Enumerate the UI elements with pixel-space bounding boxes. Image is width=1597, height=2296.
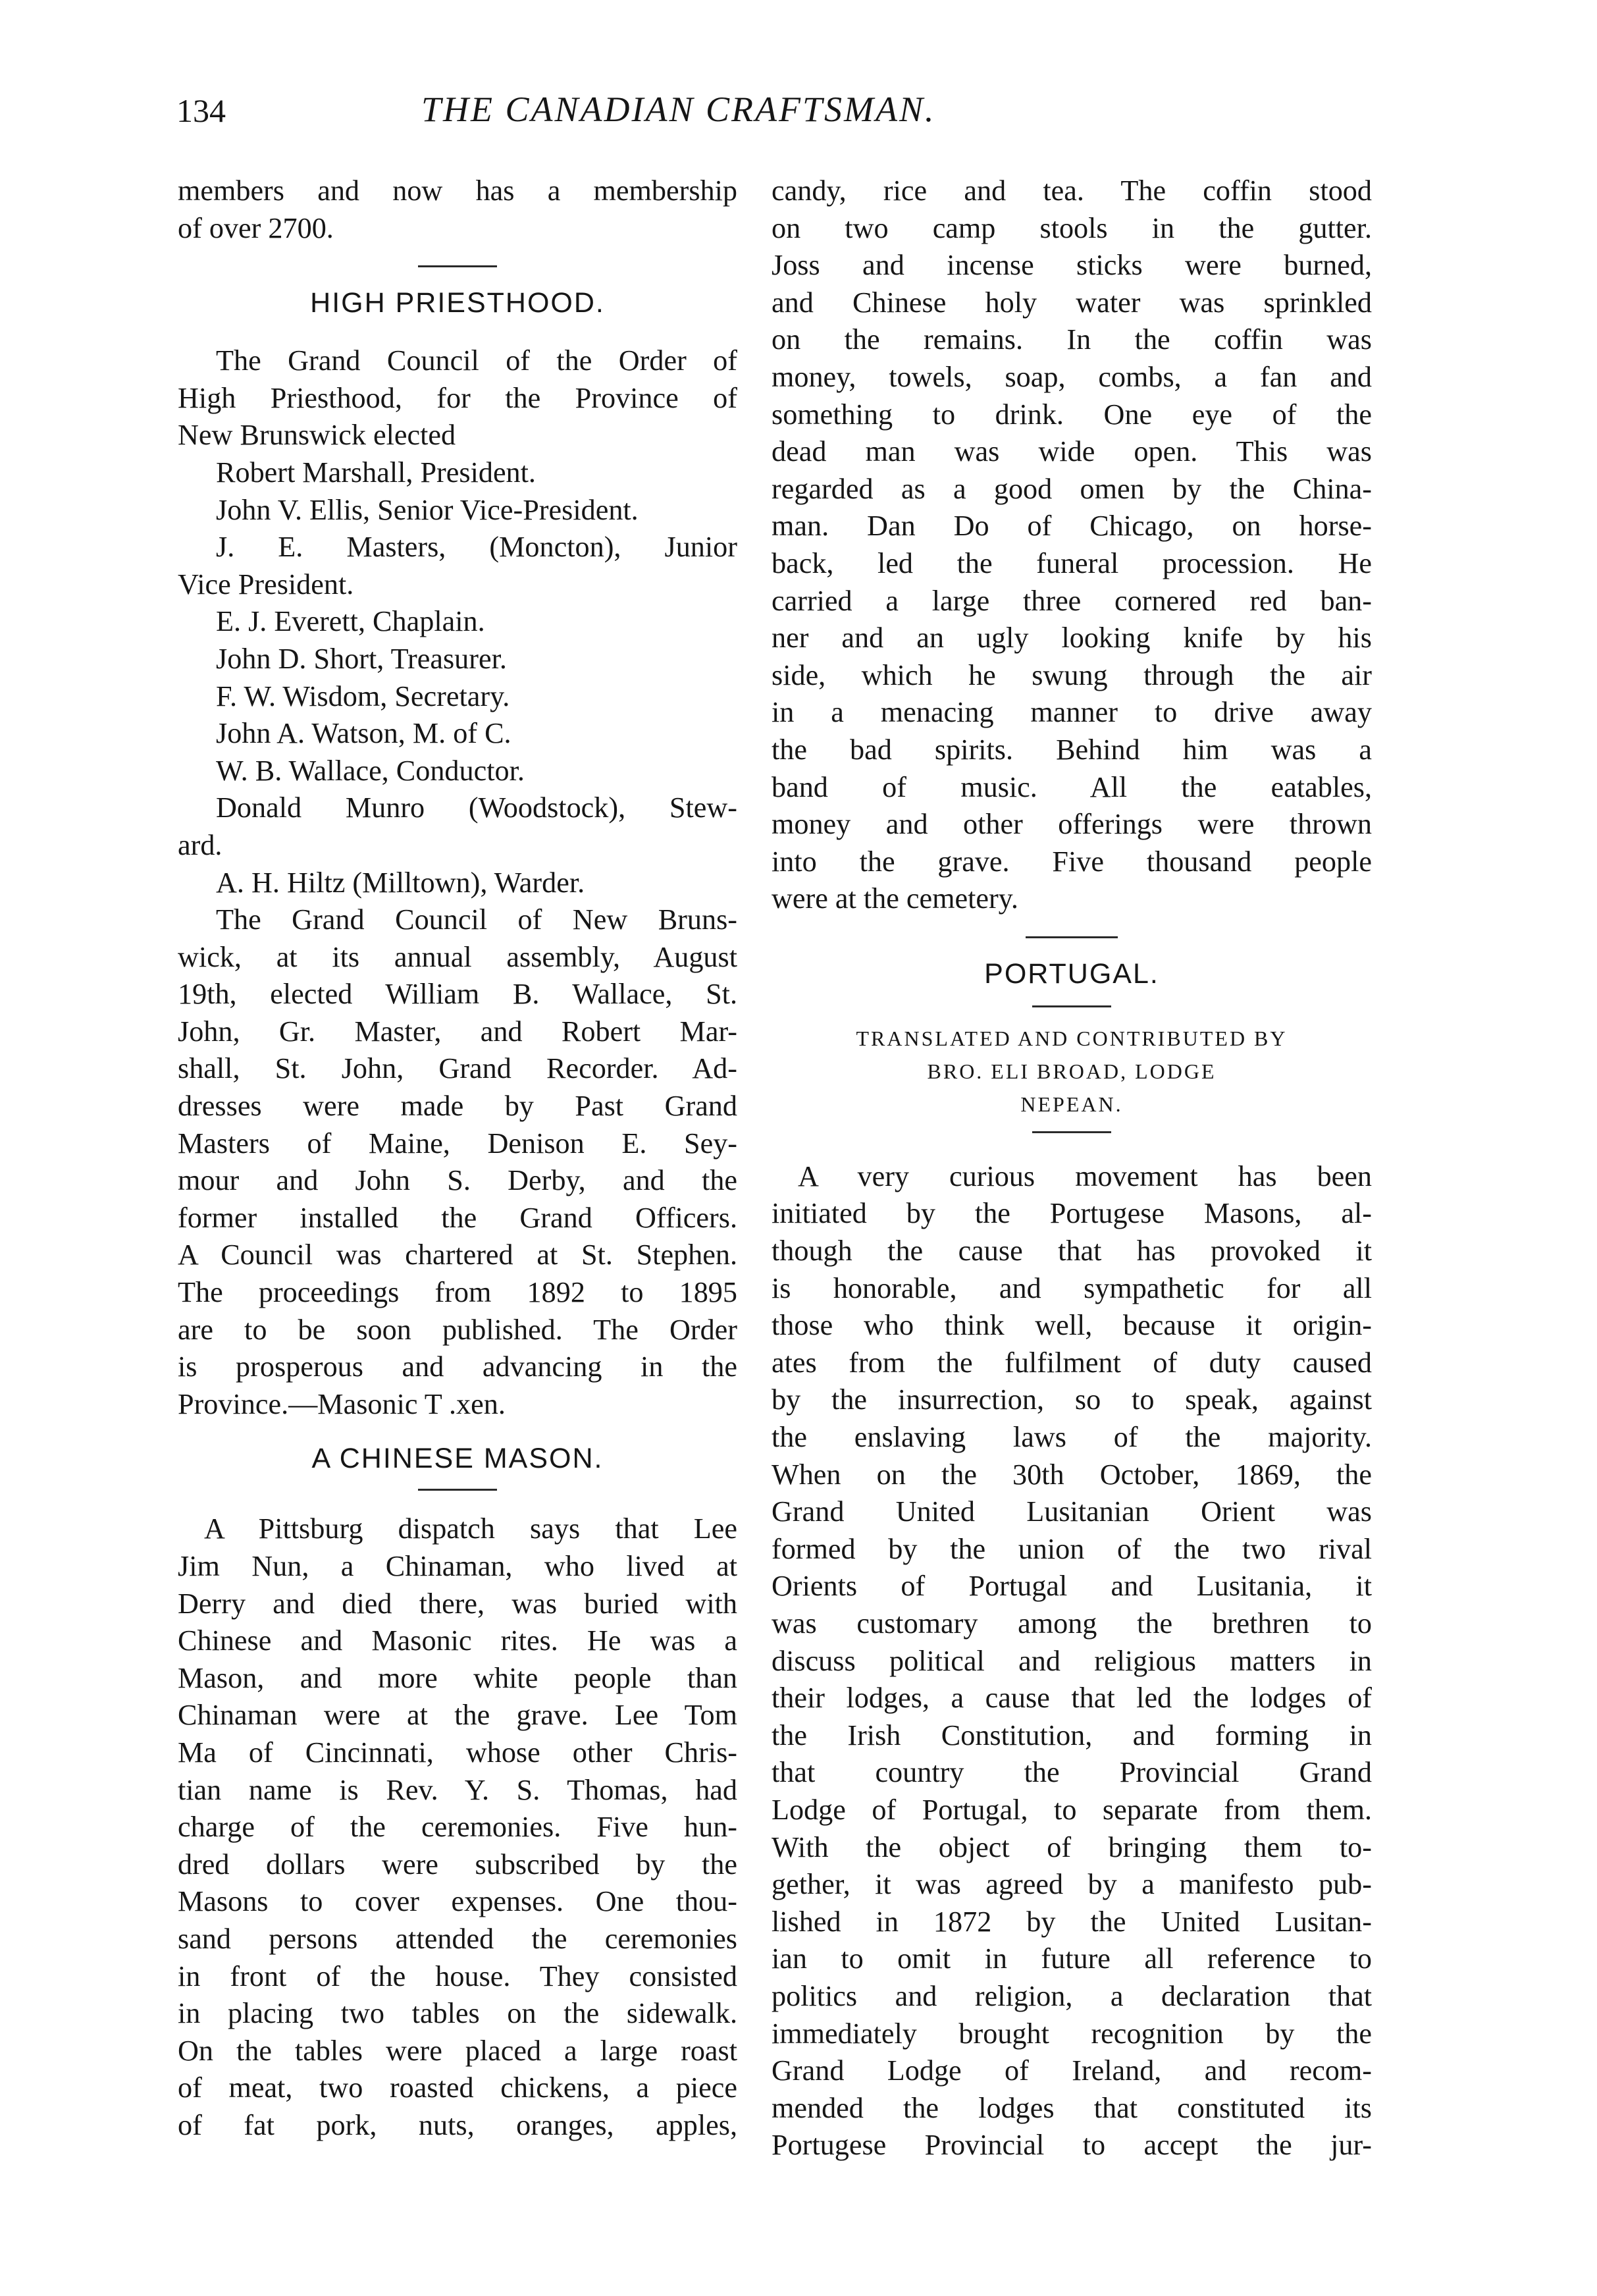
text-line: members and now has a membership (178, 174, 737, 207)
officer-line: John A. Watson, M. of C. (216, 717, 511, 750)
officer-line: W. B. Wallace, Conductor. (216, 754, 525, 787)
byline-line: TRANSLATED AND CONTRIBUTED BY (856, 1026, 1288, 1050)
text-line: ian to omit in future all reference to (772, 1942, 1372, 1975)
text-line: side, which he swung through the air (772, 658, 1372, 691)
text-line: Mason, and more white people than (178, 1661, 737, 1694)
section-divider (418, 265, 497, 267)
section-divider (1026, 936, 1118, 938)
text-line: immediately brought recognition by the (772, 2017, 1372, 2050)
text-line: Joss and incense sticks were burned, (772, 249, 1372, 282)
text-line: New Brunswick elected (178, 419, 456, 452)
text-line: of fat pork, nuts, oranges, apples, (178, 2108, 737, 2141)
text-line: Derry and died there, was buried with (178, 1587, 737, 1620)
text-line: in front of the house. They consisted (178, 1960, 737, 1992)
text-line: Grand United Lusitanian Orient was (772, 1495, 1372, 1528)
high-priesthood-intro (178, 342, 737, 454)
text-line: dead man was wide open. This was (772, 435, 1372, 468)
text-line: High Priesthood, for the Province of (178, 381, 737, 414)
chinese-mason-paragraph (178, 1510, 737, 2144)
officer-list (178, 454, 737, 901)
text-line: are to be soon published. The Order (178, 1313, 737, 1346)
text-line: A very curious movement has been (798, 1160, 1372, 1192)
text-line: initiated by the Portugese Masons, al- (772, 1197, 1372, 1230)
text-line: in a menacing manner to drive away (772, 696, 1372, 729)
byline (772, 1022, 1372, 1121)
text-line: is honorable, and sympathetic for all (772, 1271, 1372, 1304)
text-line: of meat, two roasted chickens, a piece (178, 2071, 737, 2104)
text-line: back, led the funeral procession. He (772, 547, 1372, 579)
text-line: A Pittsburg dispatch says that Lee (204, 1512, 737, 1545)
text-line: formed by the union of the two rival (772, 1532, 1372, 1565)
officer-line: J. E. Masters, (Moncton), Junior (216, 531, 737, 564)
section-divider (1032, 1005, 1111, 1007)
section-heading-high-priesthood: HIGH PRIESTHOOD. (310, 287, 605, 319)
officer-line: A. H. Hiltz (Milltown), Warder. (216, 866, 585, 899)
right-column (772, 173, 1372, 2164)
officer-line: Donald Munro (Woodstock), Stew- (216, 791, 737, 824)
text-line: the enslaving laws of the majority. (772, 1421, 1372, 1454)
chinese-mason-continued (772, 173, 1372, 918)
text-line: Masons to cover expenses. One thou- (178, 1885, 737, 1918)
text-line: Chinese and Masonic rites. He was a (178, 1624, 737, 1657)
text-line: dred dollars were subscribed by the (178, 1848, 737, 1881)
text-line: of over 2700. (178, 211, 334, 244)
text-line: mour and John S. Derby, and the (178, 1164, 737, 1197)
text-line: 19th, elected William B. Wallace, St. (178, 978, 737, 1011)
text-line: Ma of Cincinnati, whose other Chris- (178, 1736, 737, 1769)
text-line: sand persons attended the ceremonies (178, 1922, 737, 1955)
text-line: Portugese Provincial to accept the jur- (772, 2129, 1372, 2162)
officer-line: Robert Marshall, President. (216, 456, 536, 489)
text-line: When on the 30th October, 1869, the (772, 1458, 1372, 1491)
text-line: The Grand Council of the Order of (216, 344, 737, 377)
text-line: charge of the ceremonies. Five hun- (178, 1811, 737, 1844)
text-line: money, towels, soap, combs, a fan and (772, 360, 1372, 393)
text-line: The proceedings from 1892 to 1895 (178, 1276, 737, 1309)
left-column (178, 173, 737, 2145)
text-line: was customary among the brethren to (772, 1607, 1372, 1640)
text-line: Province.—Masonic T .xen. (178, 1387, 506, 1420)
text-line: politics and religion, a declaration that (772, 1979, 1372, 2012)
text-line: lished in 1872 by the United Lusitan- (772, 1905, 1372, 1938)
text-line: Chinaman were at the grave. Lee Tom (178, 1699, 737, 1732)
text-line: John, Gr. Master, and Robert Mar- (178, 1015, 737, 1048)
text-line: former installed the Grand Officers. (178, 1201, 737, 1234)
text-line: regarded as a good omen by the China- (772, 472, 1372, 505)
running-title: THE CANADIAN CRAFTSMAN. (421, 90, 936, 129)
text-line: by the insurrection, so to speak, against (772, 1383, 1372, 1416)
text-line: band of music. All the eatables, (772, 770, 1372, 803)
section-divider (1032, 1131, 1111, 1133)
text-line: On the tables were placed a large roast (178, 2034, 737, 2067)
officer-line: John V. Ellis, Senior Vice-President. (216, 493, 639, 526)
officer-line: E. J. Everett, Chaplain. (216, 605, 485, 638)
text-line: wick, at its annual assembly, August (178, 940, 737, 973)
text-line: into the grave. Five thousand people (772, 845, 1372, 878)
text-line: Jim Nun, a Chinaman, who lived at (178, 1550, 737, 1582)
text-line: those who think well, because it origin- (772, 1309, 1372, 1342)
text-line: candy, rice and tea. The coffin stood (772, 174, 1372, 207)
text-line: money and other offerings were thrown (772, 808, 1372, 841)
text-line: Grand Lodge of Ireland, and recom- (772, 2054, 1372, 2087)
byline-line: BRO. ELI BROAD, LODGE (927, 1059, 1217, 1083)
text-line: ates from the fulfilment of duty caused (772, 1346, 1372, 1379)
text-line: Lodge of Portugal, to separate from them. (772, 1793, 1372, 1826)
text-line: The Grand Council of New Bruns- (216, 903, 737, 936)
text-line: though the cause that has provoked it (772, 1235, 1372, 1268)
officer-line: ard. (178, 828, 223, 861)
text-line: tian name is Rev. Y. S. Thomas, had (178, 1773, 737, 1806)
text-line: on two camp stools in the gutter. (772, 211, 1372, 244)
text-line: A Council was chartered at St. Stephen. (178, 1239, 737, 1271)
text-line: mended the lodges that constituted its (772, 2091, 1372, 2124)
text-line: discuss political and religious matters in (772, 1644, 1372, 1677)
officer-line: F. W. Wisdom, Secretary. (216, 680, 510, 712)
text-line: carried a large three cornered red ban- (772, 584, 1372, 617)
text-line: dresses were made by Past Grand (178, 1090, 737, 1123)
text-line: is prosperous and advancing in the (178, 1350, 737, 1383)
text-line: the bad spirits. Behind him was a (772, 733, 1372, 766)
section-heading-chinese-mason: A CHINESE MASON. (311, 1443, 604, 1475)
text-line: With the object of bringing them to- (772, 1830, 1372, 1863)
text-line: on the remains. In the coffin was (772, 323, 1372, 356)
portugal-paragraph (772, 1158, 1372, 2164)
section-heading-portugal: PORTUGAL. (984, 957, 1159, 990)
text-line: man. Dan Do of Chicago, on horse- (772, 510, 1372, 543)
byline-line: NEPEAN. (1020, 1092, 1123, 1116)
page-number: 134 (176, 92, 226, 129)
text-line: that country the Provincial Grand (772, 1756, 1372, 1789)
text-line: shall, St. John, Grand Recorder. Ad- (178, 1052, 737, 1085)
text-line: their lodges, a cause that led the lodges of (772, 1682, 1372, 1715)
text-line: gether, it was agreed by a manifesto pub- (772, 1868, 1372, 1901)
text-line: and Chinese holy water was sprinkled (772, 286, 1372, 319)
officer-line: John D. Short, Treasurer. (216, 642, 507, 675)
grand-council-paragraph (178, 901, 737, 1423)
text-line: in placing two tables on the sidewalk. (178, 1997, 737, 2030)
text-line: Orients of Portugal and Lusitania, it (772, 1570, 1372, 1603)
text-line: ner and an ugly looking knife by his (772, 622, 1372, 654)
intro-paragraph (178, 173, 737, 247)
text-line: were at the cemetery. (772, 882, 1018, 915)
text-line: something to drink. One eye of the (772, 398, 1372, 431)
officer-line: Vice President. (178, 568, 354, 601)
text-line: the Irish Constitution, and forming in (772, 1719, 1372, 1751)
text-line: Masters of Maine, Denison E. Sey- (178, 1127, 737, 1160)
section-divider (418, 1489, 497, 1491)
